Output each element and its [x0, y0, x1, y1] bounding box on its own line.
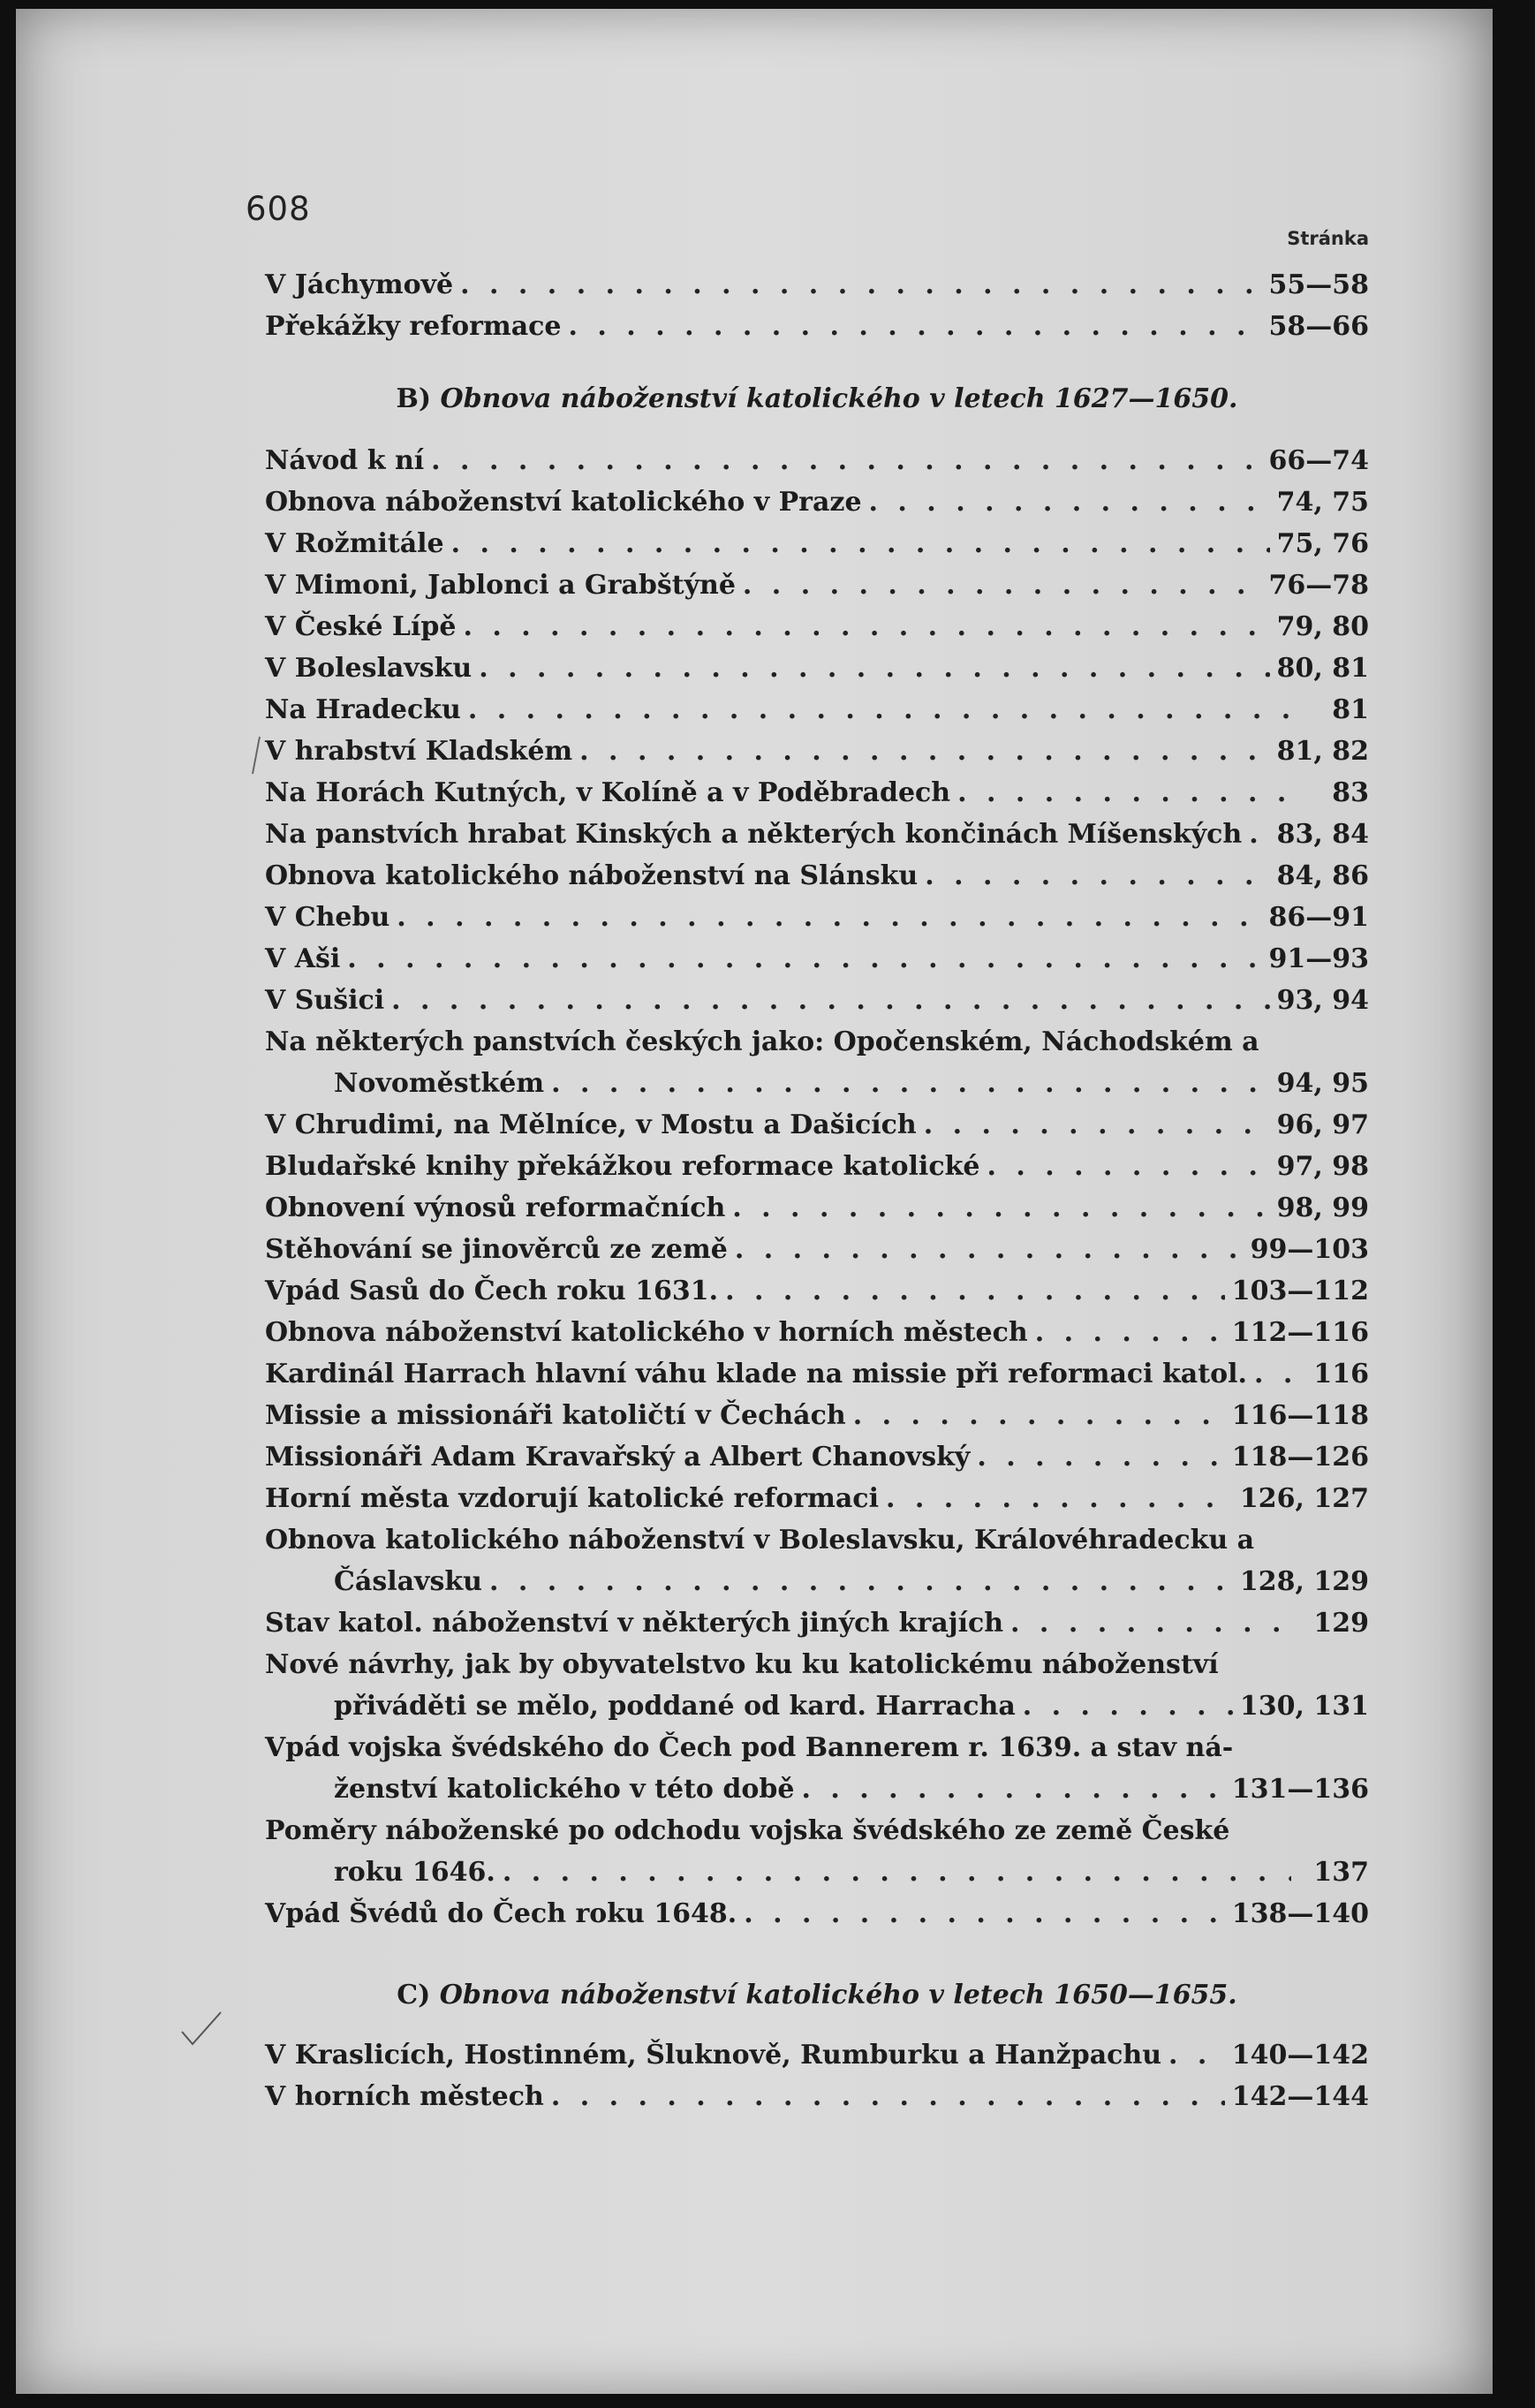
entry-title: V Aši — [265, 943, 341, 974]
leader-dots — [391, 981, 1269, 1020]
leader-dots — [744, 1895, 1225, 1934]
entry-pages: 93, 94 — [1276, 985, 1369, 1016]
toc-entry — [265, 1064, 1369, 1103]
entry-title: Kardinál Harrach hlavní váhu klade na missie při reformaci katol. — [265, 1359, 1247, 1390]
toc-entry — [265, 1895, 1369, 1934]
entry-first-line: Vpád vojska švédského do Čech pod Bannerem r. 1639. a stav ná- — [265, 1732, 1234, 1763]
entry-title: V Boleslavsku — [265, 653, 473, 684]
entry-pages: 112—116 — [1231, 1317, 1369, 1348]
entry-title: V Sušici — [265, 985, 385, 1016]
toc-entry — [265, 483, 1369, 522]
entry-pages: 83, 84 — [1276, 819, 1369, 850]
leader-dots — [735, 1231, 1244, 1269]
entry-pages: 128, 129 — [1239, 1566, 1369, 1597]
leader-dots — [853, 1397, 1225, 1435]
entry-title: V horních městech — [265, 2081, 544, 2112]
entry-pages: 129 — [1313, 1608, 1369, 1639]
leader-dots — [743, 566, 1262, 605]
entry-pages: 76—78 — [1268, 570, 1369, 601]
toc-entry — [265, 1563, 1369, 1602]
toc-entry — [265, 691, 1369, 730]
entry-pages: 83 — [1332, 777, 1369, 808]
entry-title: Obnova katolického náboženství na Slánsku — [265, 860, 919, 891]
leader-dots — [569, 307, 1262, 346]
entry-title: Horní města vzdorují katolické reformaci — [265, 1483, 879, 1514]
entry-pages: 66—74 — [1268, 445, 1369, 476]
leader-dots — [451, 525, 1270, 564]
leader-dots — [1254, 1355, 1291, 1394]
toc-entry — [265, 857, 1369, 896]
leader-dots — [463, 608, 1269, 647]
leader-dots — [957, 774, 1291, 813]
toc-entry — [265, 2078, 1369, 2116]
toc-entry — [265, 940, 1369, 979]
entry-pages: 97, 98 — [1276, 1151, 1369, 1182]
toc-entry — [265, 1687, 1369, 1726]
entry-title: Novoměstkém — [334, 1068, 545, 1099]
entry-pages: 99—103 — [1250, 1234, 1369, 1265]
toc-entry — [265, 774, 1369, 813]
leader-dots — [489, 1563, 1233, 1602]
toc-entry — [265, 981, 1369, 1020]
entry-title: Obnovení výnosů reformačních — [265, 1193, 726, 1223]
toc-entry — [265, 442, 1369, 481]
entry-title: V České Lípě — [265, 611, 457, 642]
entry-title: Missionáři Adam Kravařský a Albert Chanovský — [265, 1442, 971, 1473]
leader-dots — [503, 1853, 1291, 1892]
entry-title: V Rožmitále — [265, 528, 444, 559]
leader-dots — [479, 649, 1269, 688]
entry-pages: 79, 80 — [1276, 611, 1369, 642]
entry-pages: 58—66 — [1268, 311, 1369, 342]
leader-dots — [551, 2078, 1225, 2116]
toc-entry — [265, 1231, 1369, 1269]
leader-dots — [725, 1272, 1225, 1311]
entry-pages: 140—142 — [1231, 2040, 1369, 2071]
entry-title: V Chrudimi, na Mělníce, v Mostu a Dašicích — [265, 1109, 917, 1140]
entry-pages: 118—126 — [1231, 1442, 1369, 1473]
toc-entry — [265, 1189, 1369, 1228]
toc-entry — [265, 649, 1369, 688]
entry-pages: 86—91 — [1268, 902, 1369, 933]
section-letter: B) — [396, 383, 432, 414]
toc-entry — [265, 1853, 1369, 1892]
entry-pages: 131—136 — [1231, 1774, 1369, 1805]
page-column-label: Stránka — [1287, 228, 1369, 249]
entry-pages: 126, 127 — [1239, 1483, 1369, 1514]
leader-dots — [987, 1147, 1269, 1186]
leader-dots — [924, 1106, 1270, 1145]
toc-entry — [265, 1314, 1369, 1352]
entry-title: Stav katol. náboženství v některých jiných krajích — [265, 1608, 1004, 1639]
entry-pages: 74, 75 — [1276, 487, 1369, 518]
entry-title: V Kraslicích, Hostinném, Šluknově, Rumburku a Hanžpachu — [265, 2040, 1162, 2071]
entry-title: V Jáchymově — [265, 269, 454, 300]
section-title: Obnova náboženství katolického v letech 1627—1650. — [440, 383, 1238, 414]
page-number: 608 — [246, 190, 311, 228]
leader-dots — [468, 691, 1291, 730]
leader-dots — [1010, 1604, 1291, 1643]
entry-pages: 137 — [1313, 1857, 1369, 1888]
entry-first-line: Poměry náboženské po odchodu vojska švédského ze země České — [265, 1815, 1230, 1846]
entry-title: Missie a missionáři katoličtí v Čechách — [265, 1400, 846, 1431]
entry-title: V hrabství Kladském — [265, 736, 573, 767]
toc-entry — [265, 1397, 1369, 1435]
leader-dots — [1035, 1314, 1225, 1352]
leader-dots — [347, 940, 1261, 979]
entry-pages: 130, 131 — [1239, 1691, 1369, 1722]
leader-dots — [869, 483, 1270, 522]
toc-entry — [265, 1106, 1369, 1145]
entry-pages: 81 — [1332, 694, 1369, 725]
section-letter: C) — [397, 1980, 431, 2010]
toc-entry — [265, 1604, 1369, 1643]
toc-entry — [265, 2036, 1369, 2075]
entry-title: Bludařské knihy překážkou reformace katolické — [265, 1151, 980, 1182]
entry-pages: 94, 95 — [1276, 1068, 1369, 1099]
toc-entry — [265, 1272, 1369, 1311]
entry-title: Na panstvích hrabat Kinských a některých končinách Míšenských — [265, 819, 1243, 850]
entry-title: Obnova náboženství katolického v horních městech — [265, 1317, 1028, 1348]
entry-pages: 98, 99 — [1276, 1193, 1369, 1223]
entry-title: přiváděti se mělo, poddané od kard. Harracha — [334, 1691, 1016, 1722]
entry-pages: 138—140 — [1231, 1898, 1369, 1929]
entry-title: Vpád Švédů do Čech roku 1648. — [265, 1898, 737, 1929]
entry-title: Stěhování se jinověrců ze země — [265, 1234, 728, 1265]
leader-dots — [801, 1770, 1224, 1809]
toc-entry — [265, 608, 1369, 647]
leader-dots — [732, 1189, 1269, 1228]
leader-dots — [579, 732, 1269, 771]
toc-entry — [265, 566, 1369, 605]
toc-entry — [265, 1438, 1369, 1477]
toc-entry — [265, 1480, 1369, 1518]
leader-dots — [551, 1064, 1270, 1103]
entry-pages: 142—144 — [1231, 2081, 1369, 2112]
entry-title: V Mimoni, Jablonci a Grabštýně — [265, 570, 736, 601]
toc-entry — [265, 732, 1369, 771]
entry-pages: 96, 97 — [1276, 1109, 1369, 1140]
entry-first-line: Obnova katolického náboženství v Boleslavsku, Královéhradecku a — [265, 1525, 1255, 1556]
toc-entry — [265, 525, 1369, 564]
entry-pages: 103—112 — [1231, 1276, 1369, 1306]
entry-title: Čáslavsku — [334, 1566, 482, 1597]
entry-title: ženství katolického v této době — [334, 1774, 795, 1805]
section-title: Obnova náboženství katolického v letech 1650—1655. — [439, 1980, 1237, 2010]
leader-dots — [925, 857, 1269, 896]
entry-title: Na Horách Kutných, v Kolíně a v Poděbradech — [265, 777, 951, 808]
entry-first-line: Nové návrhy, jak by obyvatelstvo ku ku katolickému náboženství — [265, 1649, 1219, 1680]
leader-dots — [397, 898, 1261, 937]
entry-title: Překážky reformace — [265, 311, 562, 342]
pencil-check-mark-icon — [177, 2005, 230, 2058]
entry-pages: 80, 81 — [1276, 653, 1369, 684]
toc-entry — [265, 898, 1369, 937]
leader-dots — [1168, 2036, 1225, 2075]
section-c-heading — [265, 1976, 1369, 2015]
entry-title: Na Hradecku — [265, 694, 461, 725]
entry-pages: 91—93 — [1268, 943, 1369, 974]
leader-dots — [977, 1438, 1224, 1477]
pencil-stroke-icon — [247, 733, 265, 777]
entry-title: roku 1646. — [334, 1857, 495, 1888]
entry-pages: 116—118 — [1231, 1400, 1369, 1431]
entry-pages: 84, 86 — [1276, 860, 1369, 891]
leader-dots — [1249, 815, 1269, 854]
section-b-heading — [265, 380, 1369, 419]
entry-pages: 81, 82 — [1276, 736, 1369, 767]
leader-dots — [431, 442, 1261, 481]
leader-dots — [460, 266, 1261, 305]
toc-entry — [265, 815, 1369, 854]
leader-dots — [1023, 1687, 1233, 1726]
entry-first-line: Na některých panstvích českých jako: Opočenském, Náchodském a — [265, 1026, 1259, 1057]
toc-entry — [265, 1355, 1369, 1394]
entry-title: Vpád Sasů do Čech roku 1631. — [265, 1276, 719, 1306]
toc-entry — [265, 1147, 1369, 1186]
entry-title: V Chebu — [265, 902, 390, 933]
toc-entry — [265, 1770, 1369, 1809]
entry-pages: 116 — [1313, 1359, 1369, 1390]
leader-dots — [886, 1480, 1233, 1518]
entry-pages: 55—58 — [1268, 269, 1369, 300]
entry-pages: 75, 76 — [1276, 528, 1369, 559]
toc-entry — [265, 266, 1369, 305]
entry-title: Návod k ní — [265, 445, 425, 476]
entry-title: Obnova náboženství katolického v Praze — [265, 487, 862, 518]
toc-entry — [265, 307, 1369, 346]
